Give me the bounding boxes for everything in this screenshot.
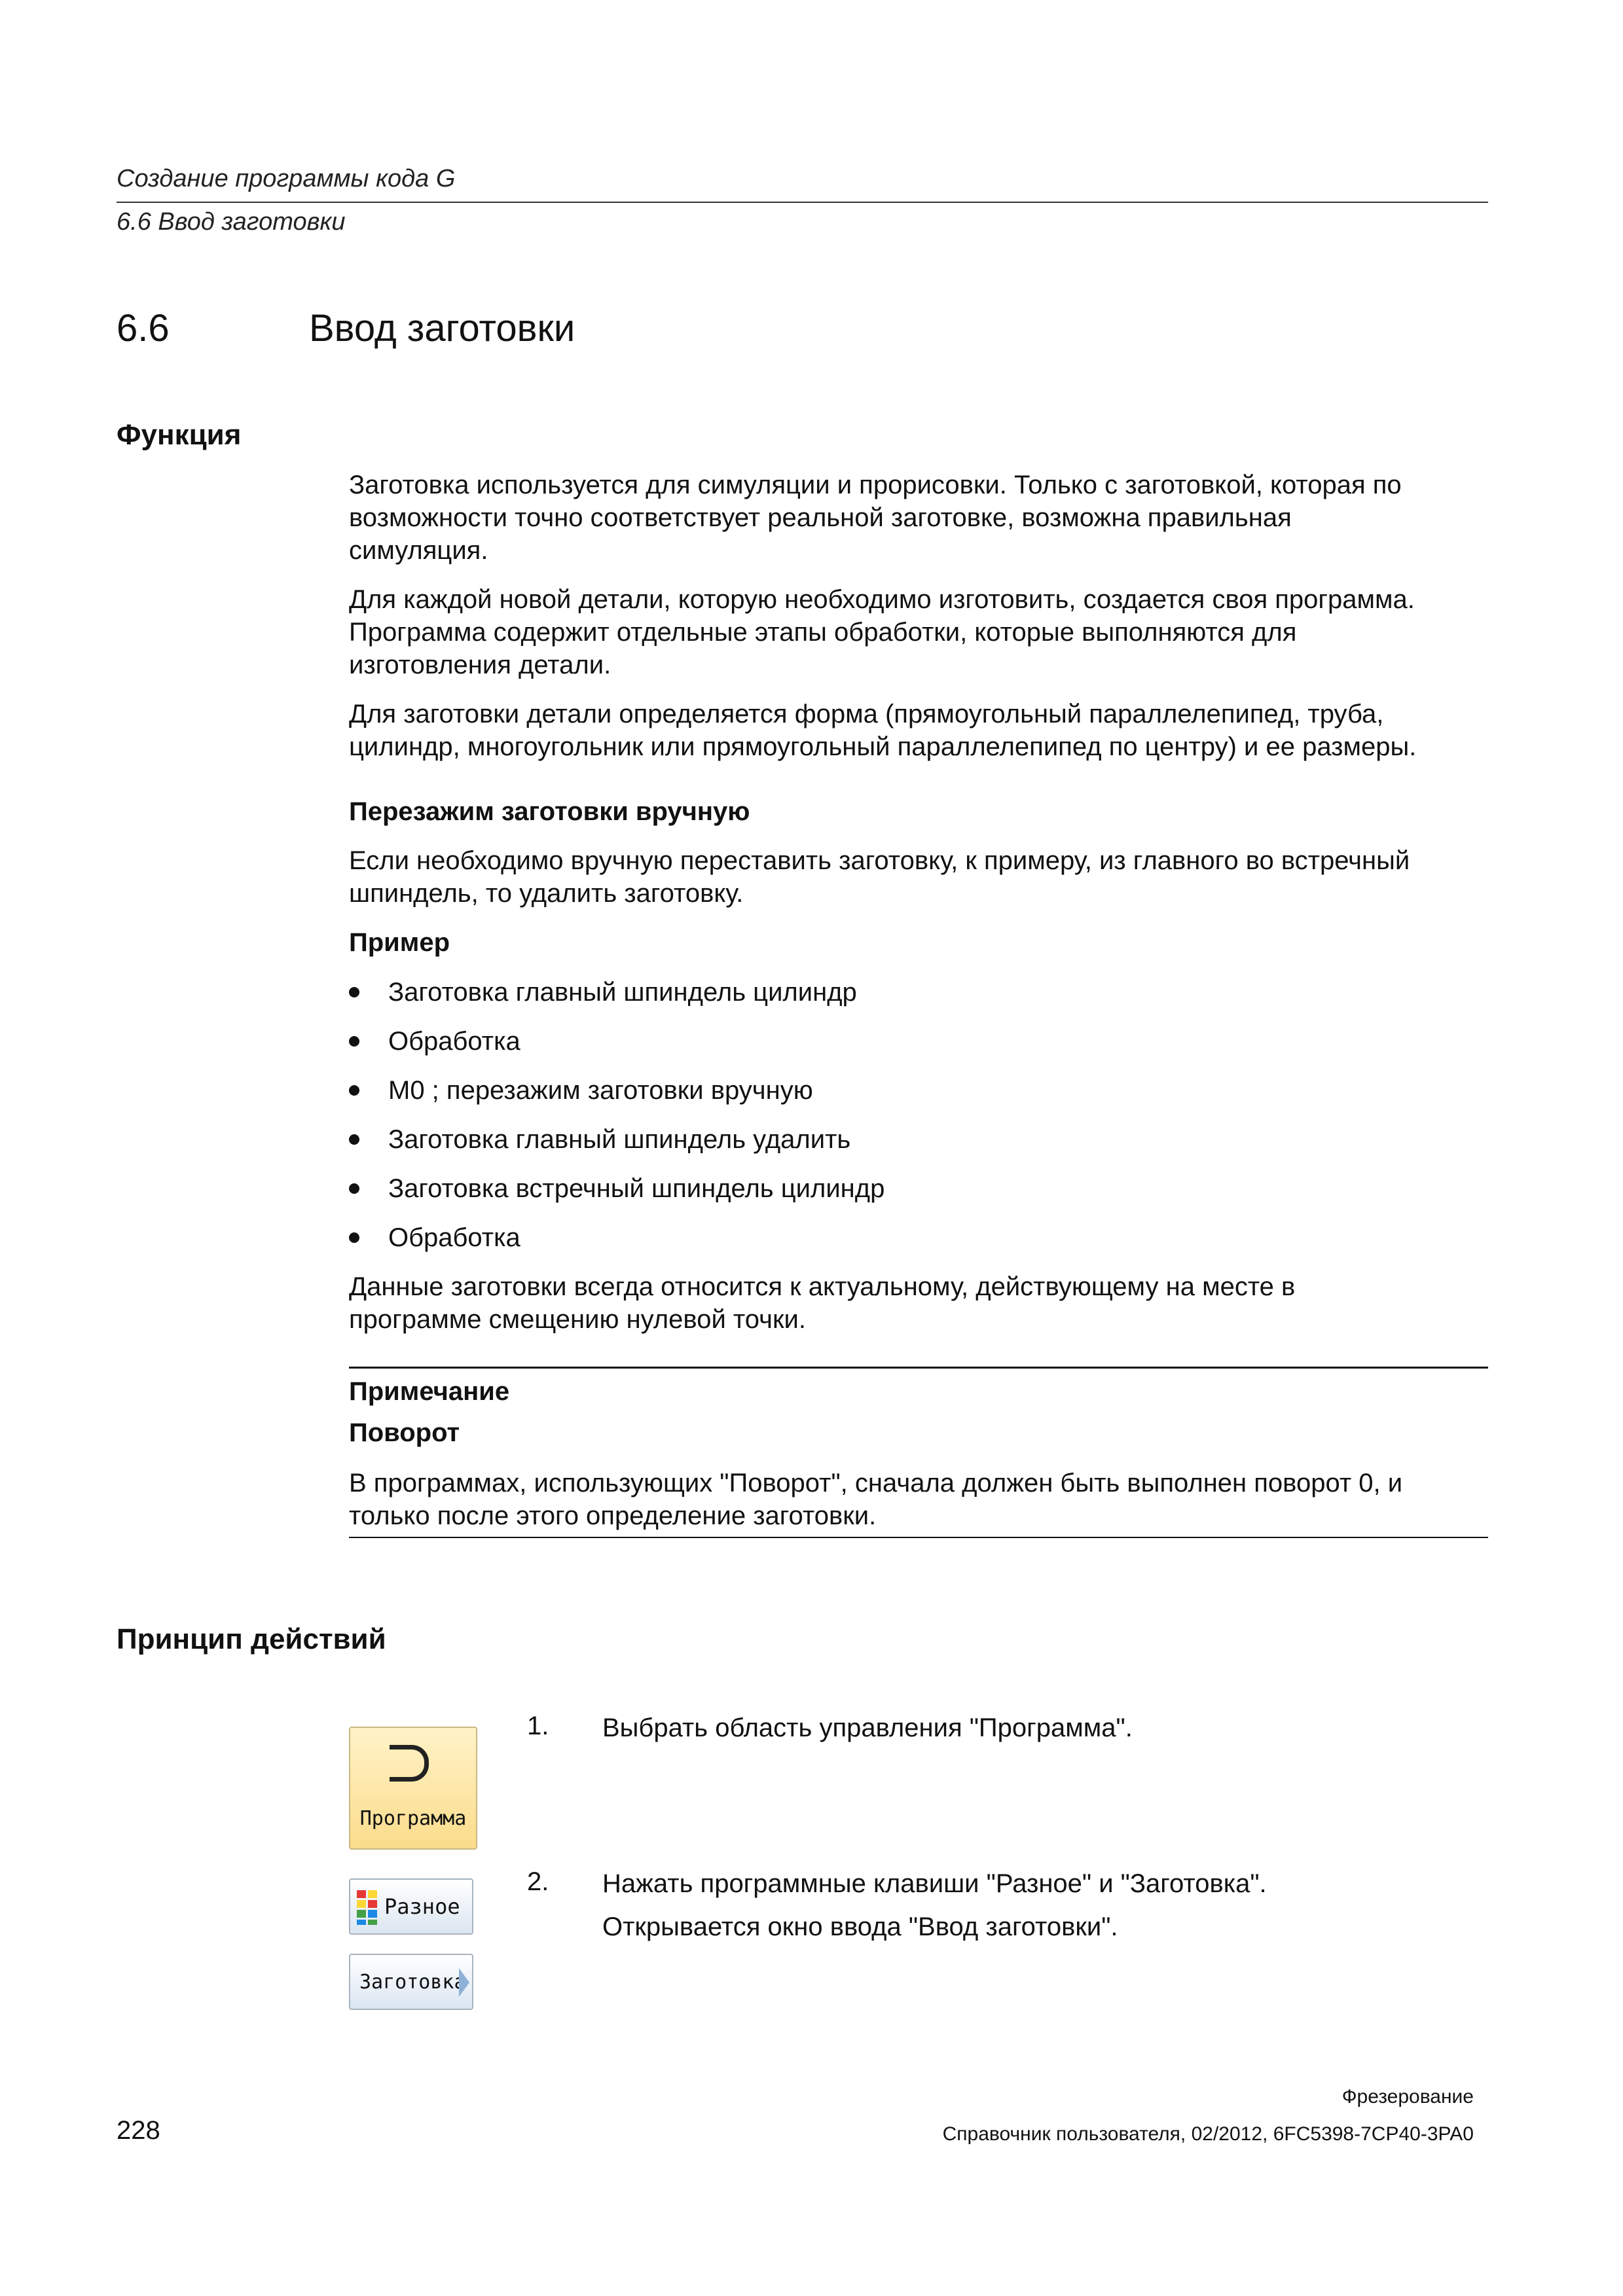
step-1-text xyxy=(602,1706,1133,1749)
paragraph-1 xyxy=(349,469,1488,567)
bullet-icon xyxy=(349,987,359,997)
step-line: Нажать программные клавиши "Разное" и "Заготовка". xyxy=(602,1869,1267,1898)
footer-product: Фрезерование xyxy=(1341,2086,1474,2108)
program-area-icon xyxy=(390,1745,429,1782)
paragraph-line: цилиндр, многоугольник или прямоугольный параллелепипед по центру) и ее размеры. xyxy=(349,732,1417,761)
example-after-text xyxy=(349,1270,1488,1336)
paragraph-line: Для заготовки детали определяется форма (прямоугольный параллелепипед, труба, xyxy=(349,700,1384,728)
step-line: Открывается окно ввода "Ввод заготовки". xyxy=(602,1912,1118,1941)
zagotovka-softkey-label: Заготовка xyxy=(359,1971,466,1994)
section-title: Ввод заготовки xyxy=(309,307,575,350)
procedure-heading: Принцип действий xyxy=(117,1623,386,1655)
paragraph-line: изготовления детали. xyxy=(349,651,611,679)
program-softkey[interactable] xyxy=(349,1727,477,1850)
note-top-rule xyxy=(349,1367,1488,1369)
bullet-icon xyxy=(349,1134,359,1145)
paragraph-line: только после этого определение заготовки. xyxy=(349,1501,877,1530)
step-2-number: 2. xyxy=(527,1867,549,1896)
program-softkey-label: Программа xyxy=(359,1807,467,1830)
paragraph-line: Заготовка используется для симуляции и прорисовки. Только с заготовкой, которая по xyxy=(349,471,1402,499)
paragraph-line: программе смещению нулевой точки. xyxy=(349,1305,806,1334)
header-divider xyxy=(117,202,1488,203)
bullet-icon xyxy=(349,1232,359,1243)
section-number: 6.6 xyxy=(117,307,170,350)
paragraph-line: шпиндель, то удалить заготовку. xyxy=(349,879,744,908)
step-2-text xyxy=(602,1862,1267,1948)
raznoe-softkey[interactable] xyxy=(349,1878,473,1935)
footer-manual: Справочник пользователя, 02/2012, 6FC5398-7CP40-3PA0 xyxy=(942,2123,1474,2145)
note-label: Примечание xyxy=(349,1377,510,1406)
bullet-icon xyxy=(349,1085,359,1096)
paragraph-line: симуляция. xyxy=(349,536,488,565)
function-heading: Функция xyxy=(117,419,242,451)
paragraph-3 xyxy=(349,698,1488,763)
running-header-section: 6.6 Ввод заготовки xyxy=(117,208,346,236)
running-header-chapter: Создание программы кода G xyxy=(117,165,456,192)
raznoe-softkey-label: Разное xyxy=(384,1894,460,1919)
step-1-number: 1. xyxy=(527,1712,549,1740)
paragraph-line: Для каждой новой детали, которую необходимо изготовить, создается своя программа. xyxy=(349,585,1415,614)
bullet-icon xyxy=(349,1183,359,1194)
color-grid-icon xyxy=(357,1890,378,1926)
step-line: Выбрать область управления "Программа". xyxy=(602,1713,1133,1742)
note-text xyxy=(349,1467,1488,1532)
bullet-icon xyxy=(349,1036,359,1047)
paragraph-line: Если необходимо вручную переставить заготовку, к примеру, из главного во встречный xyxy=(349,846,1410,875)
example-heading: Пример xyxy=(349,928,450,957)
manual-reclamp-heading: Перезажим заготовки вручную xyxy=(349,797,750,826)
paragraph-line: Данные заготовки всегда относится к актуальному, действующему на месте в xyxy=(349,1272,1296,1301)
note-bottom-rule xyxy=(349,1537,1488,1538)
paragraph-2 xyxy=(349,583,1488,681)
paragraph-line: В программах, использующих "Поворот", сначала должен быть выполнен поворот 0, и xyxy=(349,1469,1403,1498)
page-number: 228 xyxy=(117,2116,160,2145)
paragraph-line: Программа содержит отдельные этапы обработки, которые выполняются для xyxy=(349,618,1297,647)
arrow-right-icon xyxy=(459,1968,469,1997)
note-title: Поворот xyxy=(349,1418,460,1447)
zagotovka-softkey[interactable] xyxy=(349,1954,473,2010)
manual-reclamp-text xyxy=(349,844,1488,910)
paragraph-line: возможности точно соответствует реальной заготовке, возможна правильная xyxy=(349,503,1292,532)
